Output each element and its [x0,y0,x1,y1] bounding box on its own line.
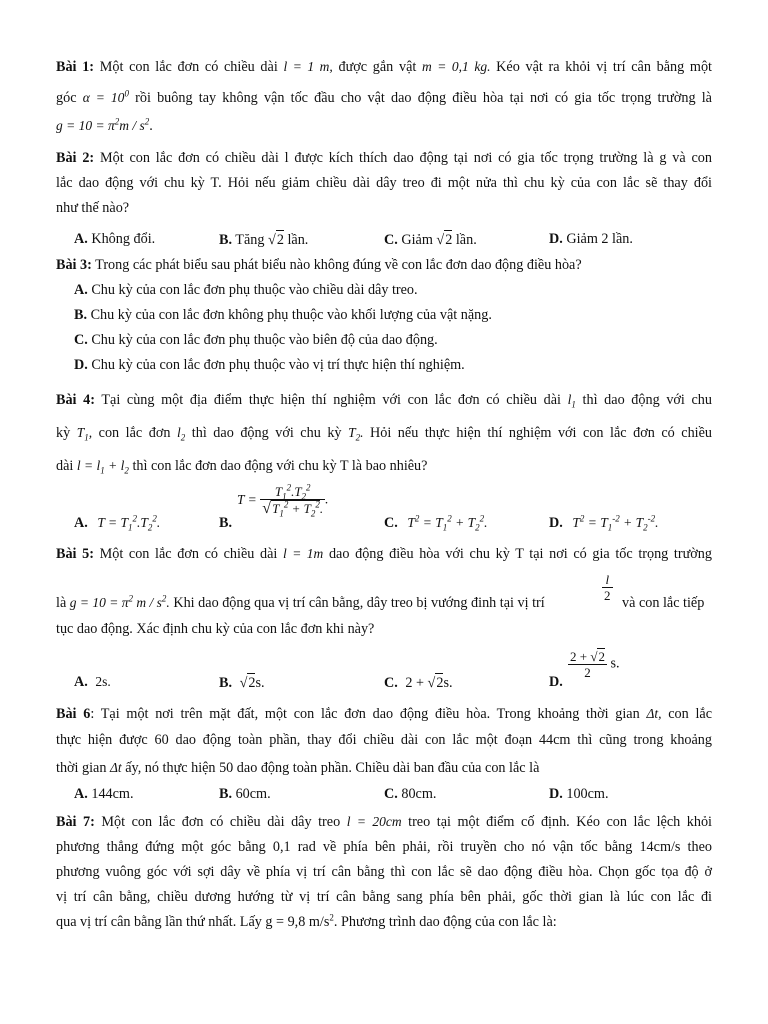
b3-option-a[interactable]: A. Chu kỳ của con lắc đơn phụ thuộc vào chiều dài dây treo. [74,282,418,298]
b5-line1: Bài 5: Một con lắc đơn có chiều dài l = 1m dao động điều hòa với chu kỳ T tại nơi có gia tốc trọng trường [56,546,712,562]
b7-length-formula: l = 20cm [346,814,402,829]
b4-option-b[interactable]: B. [219,515,233,531]
b4-option-c[interactable]: C. $T^2 = T_1^2 + T_2^2$. [384,513,488,533]
b3-option-c[interactable]: C. Chu kỳ của con lắc đơn phụ thuộc vào biên độ của dao động. [74,332,438,348]
b4-length-sum-formula: $l = l_1 + l_2$ [76,458,129,476]
b7-label: Bài 7: [56,814,95,830]
b4-formula-a: $T = T_1^2.T_2^2$. [97,513,161,533]
b2-option-d[interactable]: D. Giảm 2 lần. [549,231,633,247]
b6-option-d[interactable]: D. 100cm. [549,786,609,802]
b1-line1: Bài 1: Một con lắc đơn có chiều dài l = 1 m, được gắn vật m = 0,1 kg. Kéo vật ra khỏi vị trí cân bằng một [56,59,712,75]
b4-formula-b: T = $\frac{T_1^2.T_2^2}{√T_1^2 + T_2^2.}$ . [237,482,329,519]
b2-label: Bài 2: [56,150,95,166]
b5-length-formula: l = 1m [282,546,324,561]
b7-line5: qua vị trí cân bằng lần thứ nhất. Lấy g = 9,8 $m/s^2$. Phương trình dao động của con lắc là: [56,912,557,930]
b3-option-b[interactable]: B. Chu kỳ của con lắc đơn không phụ thuộc vào khối lượng của vật nặng. [74,307,492,323]
b1-label: Bài 1: [56,59,95,75]
b4-line1: Bài 4: Tại cùng một địa điểm thực hiện thí nghiệm với con lắc đơn có chiều dài $l_1$ thì dao động với chu [56,392,712,410]
b3-label: Bài 3: [56,257,92,273]
b5-option-a[interactable]: A. 2s. [74,674,111,690]
b6-option-b[interactable]: B. 60cm. [219,786,271,802]
b5-line2: là $g = 10 = \pi^2$ m / $s^2$. Khi dao động qua vị trí cân bằng, dây treo bị vướng đinh tại vị trí [56,593,545,611]
b2-option-b[interactable]: B. Tăng √2 lần. [219,232,309,248]
b1-mass-formula: m = 0,1 kg. [422,59,491,74]
b6-option-a[interactable]: A. 144cm. [74,786,134,802]
b3-option-d[interactable]: D. Chu kỳ của con lắc đơn phụ thuộc vào vị trí thực hiện thí nghiệm. [74,357,465,373]
b1-length-formula: l = 1 m, [283,59,333,74]
b7-line1: Bài 7: Một con lắc đơn có chiều dài dây treo l = 20cm treo tại một điểm cố định. Kéo con lắc lệch khỏi [56,814,712,830]
b2-option-a[interactable]: A. Không đổi. [74,231,156,247]
b2-line2: lắc dao động với chu kỳ T. Hỏi nếu giảm chiều dài dây treo đi một nửa thì chu kỳ của con lắc sẽ thay đổi [56,175,712,191]
b3-stem: Bài 3: Trong các phát biểu sau phát biểu nào không đúng về con lắc đơn dao động điều hòa? [56,257,582,273]
b6-line3: thời gian Δt ấy, nó thực hiện 50 dao động toàn phần. Chiều dài ban đầu của con lắc là [56,760,540,776]
b2-line1: Bài 2: Một con lắc đơn có chiều dài l được kích thích dao động tại nơi có gia tốc trọng trường là g và con [56,150,712,166]
b1-angle-formula: $\alpha = 10^0$ [82,88,129,105]
b5-option-d[interactable]: D. [549,674,563,690]
b1-line2: góc $\alpha = 10^0$ rồi buông tay không vận tốc đầu cho vật dao động điều hòa tại nơi có gia tốc trọng trường là [56,88,712,106]
b7-line4: vị trí cân bằng, chiều dương hướng từ vị trí cân bằng sang phía bên phải, gốc thời gian là lúc con lắc đi [56,889,712,905]
b6-line2: thực hiện được 60 dao động toàn phần, thay đổi chiều dài con lắc một đoạn 44cm thì cũng trong khoảng [56,732,712,748]
b4-option-d[interactable]: D. $T^2 = T_1^{-2} + T_2^{-2}$. [549,513,659,533]
b4-formula-d: $T^2 = T_1^{-2} + T_2^{-2}$. [572,513,659,533]
b2-line3: như thế nào? [56,200,130,216]
b5-formula-d: $\frac{2 + √2}{2}$ s. [570,649,620,680]
b2-option-c[interactable]: C. Giảm √2 lần. [384,232,477,248]
b1-gravity-formula: $g = 10 = \pi^2m / s^2$ [56,116,150,133]
b5-option-c[interactable]: C. 2 + √2s. [384,675,453,691]
b4-option-a[interactable]: A. $T = T_1^2.T_2^2$. [74,513,161,533]
b4-line3: dài $l = l_1 + l_2$ thì con lắc đơn dao động với chu kỳ T là bao nhiêu? [56,458,428,476]
b5-fraction-l-over-2: $\frac{l}{2}$ [604,572,611,603]
b4-line2: kỳ $T_1$, con lắc đơn $l_2$ thì dao động với chu kỳ $T_2$. Hỏi nếu thực hiện thí nghiệm với con lắc đơn có chiều [56,425,713,443]
b6-line1: Bài 6: Tại một nơi trên mặt đất, một con lắc đơn dao động điều hòa. Trong khoảng thời gian Δt, con lắc [56,706,712,722]
b7-line3: phương vuông góc với sợi dây về phía vị trí cân bằng thì con lắc sẽ dao động điều hòa. Chọn gốc tọa độ ở [56,864,712,880]
b5-line3: tục dao động. Xác định chu kỳ của con lắc đơn khi này? [56,621,375,637]
b4-label: Bài 4: [56,392,95,408]
b7-line2: phương thẳng đứng một góc bằng 0,1 rad về phía bên phải, rồi truyền cho nó vận tốc bằng 14cm/s theo [56,839,712,855]
b5-option-b[interactable]: B. √2s. [219,675,265,691]
b5-label: Bài 5: [56,546,94,562]
b1-line3: $g = 10 = \pi^2m / s^2$. [56,116,153,134]
b6-option-c[interactable]: C. 80cm. [384,786,437,802]
b6-label: Bài 6 [56,706,91,722]
b4-formula-c: $T^2 = T_1^2 + T_2^2$. [407,513,488,533]
b5-line2-end: và con lắc tiếp [622,595,705,611]
b5-gravity-formula: $g = 10 = \pi^2$ m / $s^2$. [69,593,170,610]
